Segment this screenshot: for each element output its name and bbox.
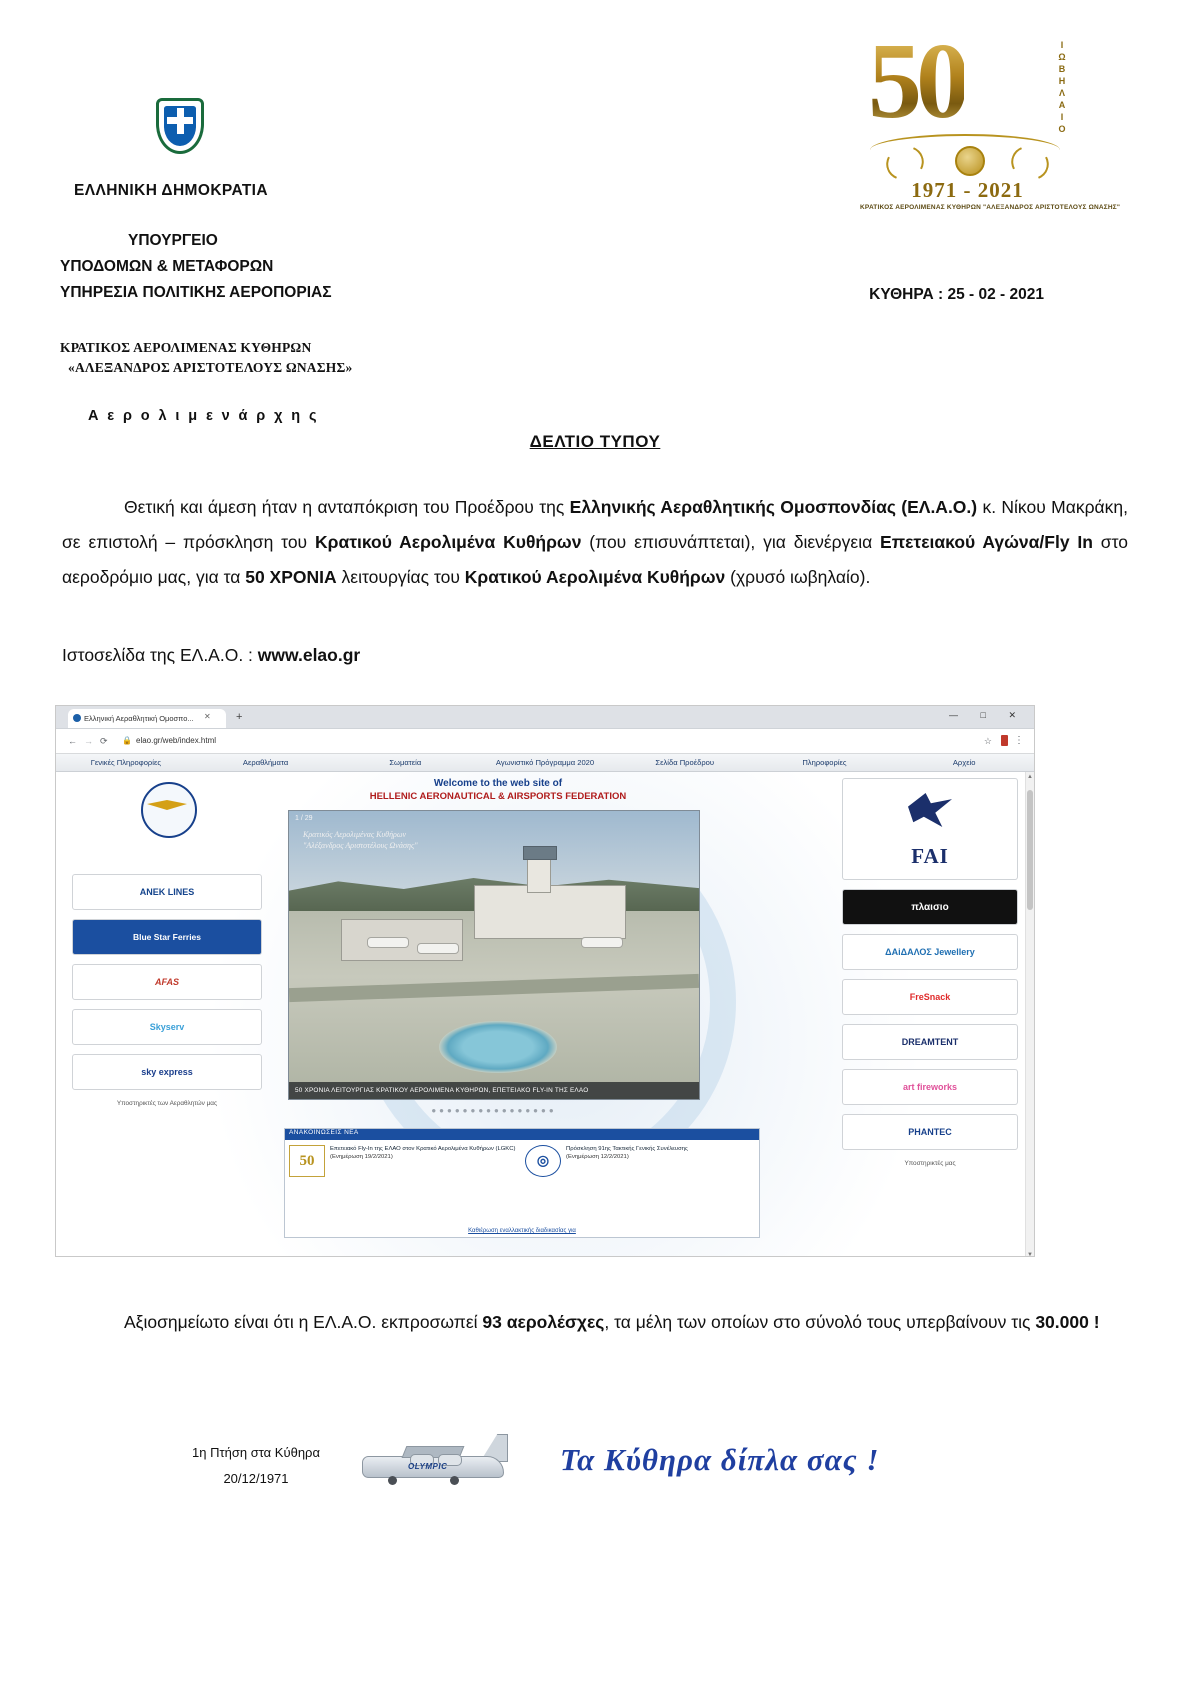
browser-tab[interactable] (68, 709, 226, 728)
website-line (62, 645, 360, 666)
p1-text-6: (χρυσό ιωβηλαίο). (725, 567, 871, 587)
slideshow-dots[interactable]: ●●●●●●●●●●●●●●●● (431, 1106, 557, 1115)
sponsor-logo-afas[interactable]: AFAS (72, 964, 262, 1000)
browser-tab-title: Ελληνική Αεραθλητική Ομοσπο... (84, 714, 194, 723)
place-date: ΚΥΘΗΡΑ : 25 - 02 - 2021 (869, 286, 1044, 303)
photo-aircraft-2 (417, 943, 459, 954)
role-title: Α ε ρ ο λ ι μ ε ν ά ρ χ η ς (88, 408, 319, 424)
p1-bold-3: Επετειακού Αγώνα/Fly In (880, 532, 1093, 552)
p1-text-3: (που επισυνάπτεται), για διενέργεια (581, 532, 881, 552)
nav-item-5[interactable]: Πληροφορίες (802, 758, 847, 767)
lock-icon: 🔒 (122, 736, 132, 745)
reload-icon[interactable]: ⟳ (100, 736, 108, 746)
sponsor-logo-daidalos[interactable]: ΔΑiΔΑΛΟΣ Jewellery (842, 934, 1018, 970)
close-tab-icon[interactable]: ✕ (204, 712, 211, 721)
scrollbar-thumb[interactable] (1027, 790, 1033, 910)
anniversary-number: 50 (868, 22, 964, 141)
greek-coat-of-arms-icon (152, 98, 208, 160)
anniversary-logo (860, 22, 1121, 211)
anniversary-caption: ΚΡΑΤΙΚΟΣ ΑΕΡΟΛΙΜΕΝΑΣ ΚΥΘΗΡΩΝ "ΑΛΕΞΑΝΔΡΟΣ ΑΡΙΣΤΟΤΕΛΟΥΣ ΩΝΑΣΗΣ" (860, 204, 1121, 211)
page-title: ΔΕΛΤΙΟ ΤΥΠΟΥ (529, 432, 661, 451)
photo-fountain (439, 1021, 557, 1073)
news-items (285, 1140, 759, 1182)
federation-emblem-icon (72, 778, 262, 864)
news-item[interactable] (289, 1145, 519, 1177)
p1-text-2: κ. Νίκου Μακράκη, σε επιστολή – πρόσκληση του (62, 497, 1128, 552)
p2-bold-1: 93 αερολέσχες (482, 1312, 605, 1332)
p1-text-5: λειτουργίας του (336, 567, 465, 587)
aircraft-livery-text: OLYMPIC (408, 1462, 448, 1471)
photo-terminal-building (474, 885, 626, 939)
back-icon[interactable]: ← (68, 736, 77, 746)
ministry-line-1: ΥΠΟΥΡΓΕΙΟ (128, 232, 218, 249)
browser-menu-icon[interactable]: ⋮ (1014, 735, 1024, 746)
nav-item-6[interactable]: Αρχείο (952, 758, 976, 767)
p1-text-4: στο αεροδρόμιο μας, για τα (62, 532, 1128, 587)
scroll-down-icon[interactable]: ▼ (1027, 1252, 1033, 1257)
photo-control-tower (527, 855, 551, 893)
airport-heading (60, 338, 352, 378)
website-viewport (56, 754, 1034, 1257)
p2-text-1: Αξιοσημείωτο είναι ότι η ΕΛ.Α.Ο. εκπροσωπεί (124, 1312, 483, 1332)
p1-bold-5: Κρατικού Αερολιμένα Κυθήρων (464, 567, 726, 587)
news-badge-50-icon: 50 (289, 1145, 325, 1177)
ministry-line-3: ΥΠΗΡΕΣΙΑ ΠΟΛΙΤΙΚΗΣ ΑΕΡΟΠΟΡΙΑΣ (60, 284, 332, 301)
news-item[interactable] (525, 1145, 755, 1177)
fai-label: FAI (911, 844, 949, 868)
site-navigation (56, 754, 1034, 772)
news-title: Πρόσκληση 91ης Τακτικής Γενικής Συνέλευσης (566, 1146, 688, 1152)
news-updated: (Ενημέρωση 19/2/2021) (330, 1154, 393, 1161)
right-sponsor-note: Υποστηρικτές μας (904, 1160, 956, 1167)
sponsor-logo-fresnack[interactable]: FreSnack (842, 979, 1018, 1015)
forward-icon[interactable]: → (84, 736, 93, 746)
welcome-line-1: Welcome to the web site of (433, 778, 563, 789)
site-welcome (288, 778, 708, 802)
news-title: Επετειακό Fly-In της ΕΛΑΟ στον Κρατικό Αερολιμένα Κυθήρων (LGKC) (330, 1146, 516, 1152)
p1-bold-2: Κρατικού Αερολιμένα Κυθήρων (314, 532, 582, 552)
sponsor-logo-anek[interactable]: ANEK LINES (72, 874, 262, 910)
browser-tabstrip (56, 706, 1034, 729)
photo-title (303, 829, 418, 851)
sponsor-logo-artfireworks[interactable]: art fireworks (842, 1069, 1018, 1105)
nav-item-2[interactable]: Σωματεία (389, 758, 422, 767)
footer-slogan: Τα Κύθηρα δίπλα σας ! (560, 1442, 880, 1477)
photo-title-line-2: "Αλέξανδρος Αριστοτέλους Ωνάσης" (303, 841, 418, 850)
scroll-up-icon[interactable]: ▲ (1027, 774, 1033, 780)
ministry-heading (60, 228, 332, 306)
news-footer-link[interactable]: Καθιέρωση εναλλακτικής διαδικασίας για (468, 1228, 576, 1234)
welcome-line-2: HELLENIC AERONAUTICAL & AIRSPORTS FEDERATION (369, 791, 627, 802)
sponsor-logo-skyexpress[interactable]: sky express (72, 1054, 262, 1090)
fai-bird-icon (908, 793, 952, 827)
window-controls[interactable]: — □ ✕ (949, 710, 1026, 720)
first-flight-label: 1η Πτήση στα Κύθηρα (192, 1445, 320, 1460)
anniversary-seal-icon (955, 146, 985, 176)
nav-item-0[interactable]: Γενικές Πληροφορίες (90, 758, 161, 767)
fai-logo[interactable] (842, 778, 1018, 880)
p2-bold-2: 30.000 ! (1035, 1312, 1100, 1332)
left-sponsor-column (72, 778, 262, 1108)
ministry-line-2: ΥΠΟΔΟΜΩΝ & ΜΕΤΑΦΟΡΩΝ (60, 258, 274, 275)
paragraph-2 (62, 1305, 1128, 1340)
anniversary-years: 1971 - 2021 (911, 178, 1024, 202)
p1-text-1: Θετική και άμεση ήταν η ανταπόκριση του Προέδρου της (124, 497, 570, 517)
site-content (56, 772, 1034, 1257)
photo-aircraft-1 (367, 937, 409, 948)
slideshow-photo[interactable] (288, 810, 700, 1100)
right-sponsor-column (842, 778, 1018, 1168)
anniversary-vertical-text: ΙΩΒΗΛΑΙΟ (1057, 40, 1067, 136)
sponsor-logo-plaisio[interactable]: πλαισιο (842, 889, 1018, 925)
address-bar[interactable]: elao.gr/web/index.html (136, 736, 217, 745)
news-panel (284, 1128, 760, 1238)
website-url[interactable]: www.elao.gr (257, 645, 361, 665)
sponsor-logo-phantec[interactable]: PHANTEC (842, 1114, 1018, 1150)
p2-text-2: , τα μέλη των οποίων στο σύνολό τους υπερβαίνουν τις (604, 1312, 1036, 1332)
sponsor-logo-skyserv[interactable]: Skyserv (72, 1009, 262, 1045)
extension-icon[interactable] (1001, 735, 1008, 746)
nav-item-3[interactable]: Αγωνιστικό Πρόγραμμα 2020 (495, 758, 595, 767)
republic-heading: ΕΛΛΗΝΙΚΗ ΔΗΜΟΚΡΑΤΙΑ (74, 182, 268, 199)
bookmark-star-icon[interactable]: ☆ (983, 736, 992, 746)
p1-bold-4: 50 ΧΡΟΝΙΑ (245, 567, 337, 587)
news-panel-header: ΑΝΑΚΟΙΝΩΣΕΙΣ ΝΕΑ (285, 1129, 759, 1140)
new-tab-icon[interactable]: + (236, 711, 243, 723)
airport-line-1: ΚΡΑΤΙΚΟΣ ΑΕΡΟΛΙΜΕΝΑΣ ΚΥΘΗΡΩΝ (60, 340, 312, 355)
paragraph-1 (62, 490, 1128, 595)
photo-caption: 50 ΧΡΟΝΙΑ ΛΕΙΤΟΥΡΓΙΑΣ ΚΡΑΤΙΚΟΥ ΑΕΡΟΛΙΜΕΝΑ ΚΥΘΗΡΩΝ, ΕΠΕΤΕΙΑΚΟ FLY-IN ΤΗΣ ΕΛΑΟ (289, 1082, 699, 1099)
tab-favicon-icon (73, 714, 81, 722)
p1-bold-1: Ελληνικής Αεραθλητικής Ομοσπονδίας (ΕΛ.Α.Ο.) (569, 497, 978, 517)
website-label: Ιστοσελίδα της ΕΛ.Α.Ο. : (62, 645, 258, 665)
photo-aircraft-3 (581, 937, 623, 948)
news-badge-federation-icon: ◎ (525, 1145, 561, 1177)
slide-counter: 1 / 29 (295, 815, 313, 822)
browser-toolbar (56, 729, 1034, 754)
page-scrollbar[interactable] (1025, 772, 1034, 1257)
first-flight-note (176, 1440, 336, 1492)
sponsor-logo-dreamtent[interactable]: DREAMTENT (842, 1024, 1018, 1060)
nav-item-1[interactable]: Αεραθλήματα (242, 758, 289, 767)
nav-item-4[interactable]: Σελίδα Προέδρου (655, 758, 715, 767)
news-updated: (Ενημέρωση 12/2/2021) (566, 1154, 629, 1161)
left-sponsor-note: Υποστηρικτές των Αεραθλητών μας (116, 1100, 218, 1107)
airport-line-2: «ΑΛΕΞΑΝΔΡΟΣ ΑΡΙΣΤΟΤΕΛΟΥΣ ΩΝΑΣΗΣ» (68, 360, 353, 375)
browser-screenshot (55, 705, 1035, 1257)
sponsor-logo-bluestar[interactable]: Blue Star Ferries (72, 919, 262, 955)
aircraft-illustration-icon (352, 1432, 522, 1502)
first-flight-date: 20/12/1971 (223, 1471, 289, 1486)
photo-title-line-1: Κρατικός Αερολιμένας Κυθήρων (303, 830, 407, 839)
